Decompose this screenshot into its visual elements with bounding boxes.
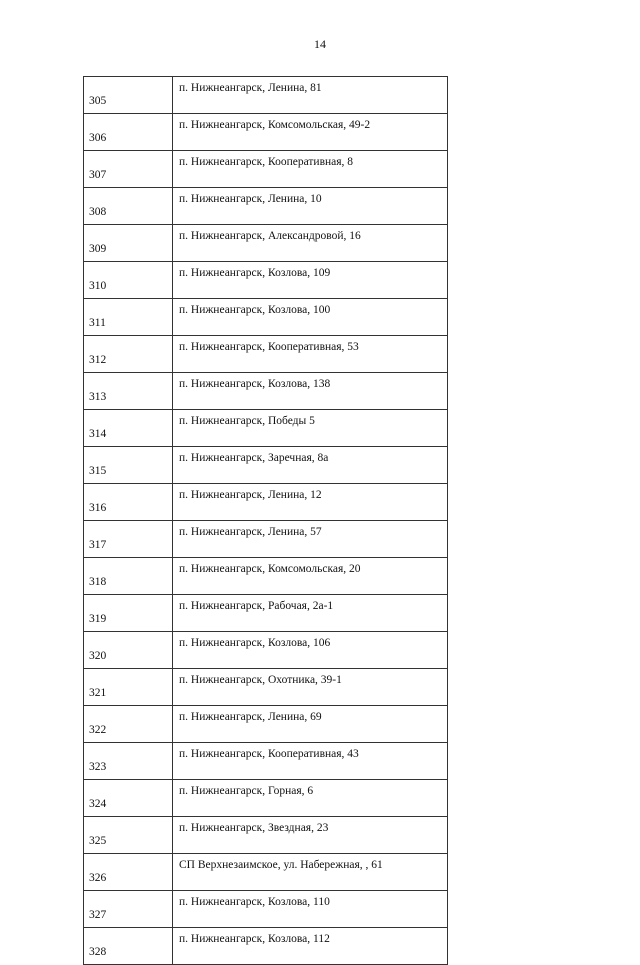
table-row xyxy=(84,484,448,521)
row-address: п. Нижнеангарск, Комсомольская, 49-2 xyxy=(173,114,448,151)
row-number: 313 xyxy=(84,373,173,410)
table-row xyxy=(84,780,448,817)
table-row xyxy=(84,410,448,447)
row-address: п. Нижнеангарск, Козлова, 109 xyxy=(173,262,448,299)
row-number: 314 xyxy=(84,410,173,447)
row-number: 327 xyxy=(84,891,173,928)
table-row xyxy=(84,928,448,965)
row-number: 325 xyxy=(84,817,173,854)
row-address: п. Нижнеангарск, Заречная, 8а xyxy=(173,447,448,484)
row-number: 310 xyxy=(84,262,173,299)
row-address: п. Нижнеангарск, Кооперативная, 53 xyxy=(173,336,448,373)
row-number: 309 xyxy=(84,225,173,262)
row-number: 307 xyxy=(84,151,173,188)
address-table xyxy=(83,76,448,965)
table-row xyxy=(84,262,448,299)
table-row xyxy=(84,706,448,743)
row-address: п. Нижнеангарск, Козлова, 106 xyxy=(173,632,448,669)
table-row xyxy=(84,558,448,595)
table-row xyxy=(84,891,448,928)
address-table-body xyxy=(84,77,448,965)
row-address: п. Нижнеангарск, Козлова, 112 xyxy=(173,928,448,965)
row-address: п. Нижнеангарск, Ленина, 12 xyxy=(173,484,448,521)
table-row xyxy=(84,743,448,780)
row-number: 317 xyxy=(84,521,173,558)
row-address: п. Нижнеангарск, Рабочая, 2а-1 xyxy=(173,595,448,632)
row-number: 326 xyxy=(84,854,173,891)
table-row xyxy=(84,669,448,706)
table-row xyxy=(84,188,448,225)
table-row xyxy=(84,521,448,558)
row-address: п. Нижнеангарск, Кооперативная, 8 xyxy=(173,151,448,188)
row-address: п. Нижнеангарск, Звездная, 23 xyxy=(173,817,448,854)
row-number: 321 xyxy=(84,669,173,706)
row-number: 316 xyxy=(84,484,173,521)
row-number: 305 xyxy=(84,77,173,114)
row-address: п. Нижнеангарск, Александровой, 16 xyxy=(173,225,448,262)
table-row xyxy=(84,225,448,262)
table-row xyxy=(84,632,448,669)
row-address: п. Нижнеангарск, Горная, 6 xyxy=(173,780,448,817)
row-number: 319 xyxy=(84,595,173,632)
row-number: 323 xyxy=(84,743,173,780)
row-address: п. Нижнеангарск, Ленина, 10 xyxy=(173,188,448,225)
table-row xyxy=(84,299,448,336)
row-address: п. Нижнеангарск, Ленина, 57 xyxy=(173,521,448,558)
table-row xyxy=(84,817,448,854)
row-address: п. Нижнеангарск, Ленина, 69 xyxy=(173,706,448,743)
row-address: п. Нижнеангарск, Козлова, 100 xyxy=(173,299,448,336)
row-number: 312 xyxy=(84,336,173,373)
row-address: п. Нижнеангарск, Кооперативная, 43 xyxy=(173,743,448,780)
table-row xyxy=(84,595,448,632)
row-number: 308 xyxy=(84,188,173,225)
row-address: п. Нижнеангарск, Козлова, 138 xyxy=(173,373,448,410)
row-number: 306 xyxy=(84,114,173,151)
row-number: 311 xyxy=(84,299,173,336)
table-row xyxy=(84,373,448,410)
row-number: 324 xyxy=(84,780,173,817)
table-row xyxy=(84,447,448,484)
row-number: 328 xyxy=(84,928,173,965)
row-address: п. Нижнеангарск, Победы 5 xyxy=(173,410,448,447)
page-number: 14 xyxy=(314,37,326,51)
row-number: 318 xyxy=(84,558,173,595)
table-row xyxy=(84,114,448,151)
row-number: 322 xyxy=(84,706,173,743)
row-address: п. Нижнеангарск, Козлова, 110 xyxy=(173,891,448,928)
table-row xyxy=(84,151,448,188)
row-number: 320 xyxy=(84,632,173,669)
row-address: п. Нижнеангарск, Охотника, 39-1 xyxy=(173,669,448,706)
row-number: 315 xyxy=(84,447,173,484)
row-address: СП Верхнезаимское, ул. Набережная, , 61 xyxy=(173,854,448,891)
table-row xyxy=(84,336,448,373)
row-address: п. Нижнеангарск, Ленина, 81 xyxy=(173,77,448,114)
row-address: п. Нижнеангарск, Комсомольская, 20 xyxy=(173,558,448,595)
table-row xyxy=(84,854,448,891)
table-row xyxy=(84,77,448,114)
